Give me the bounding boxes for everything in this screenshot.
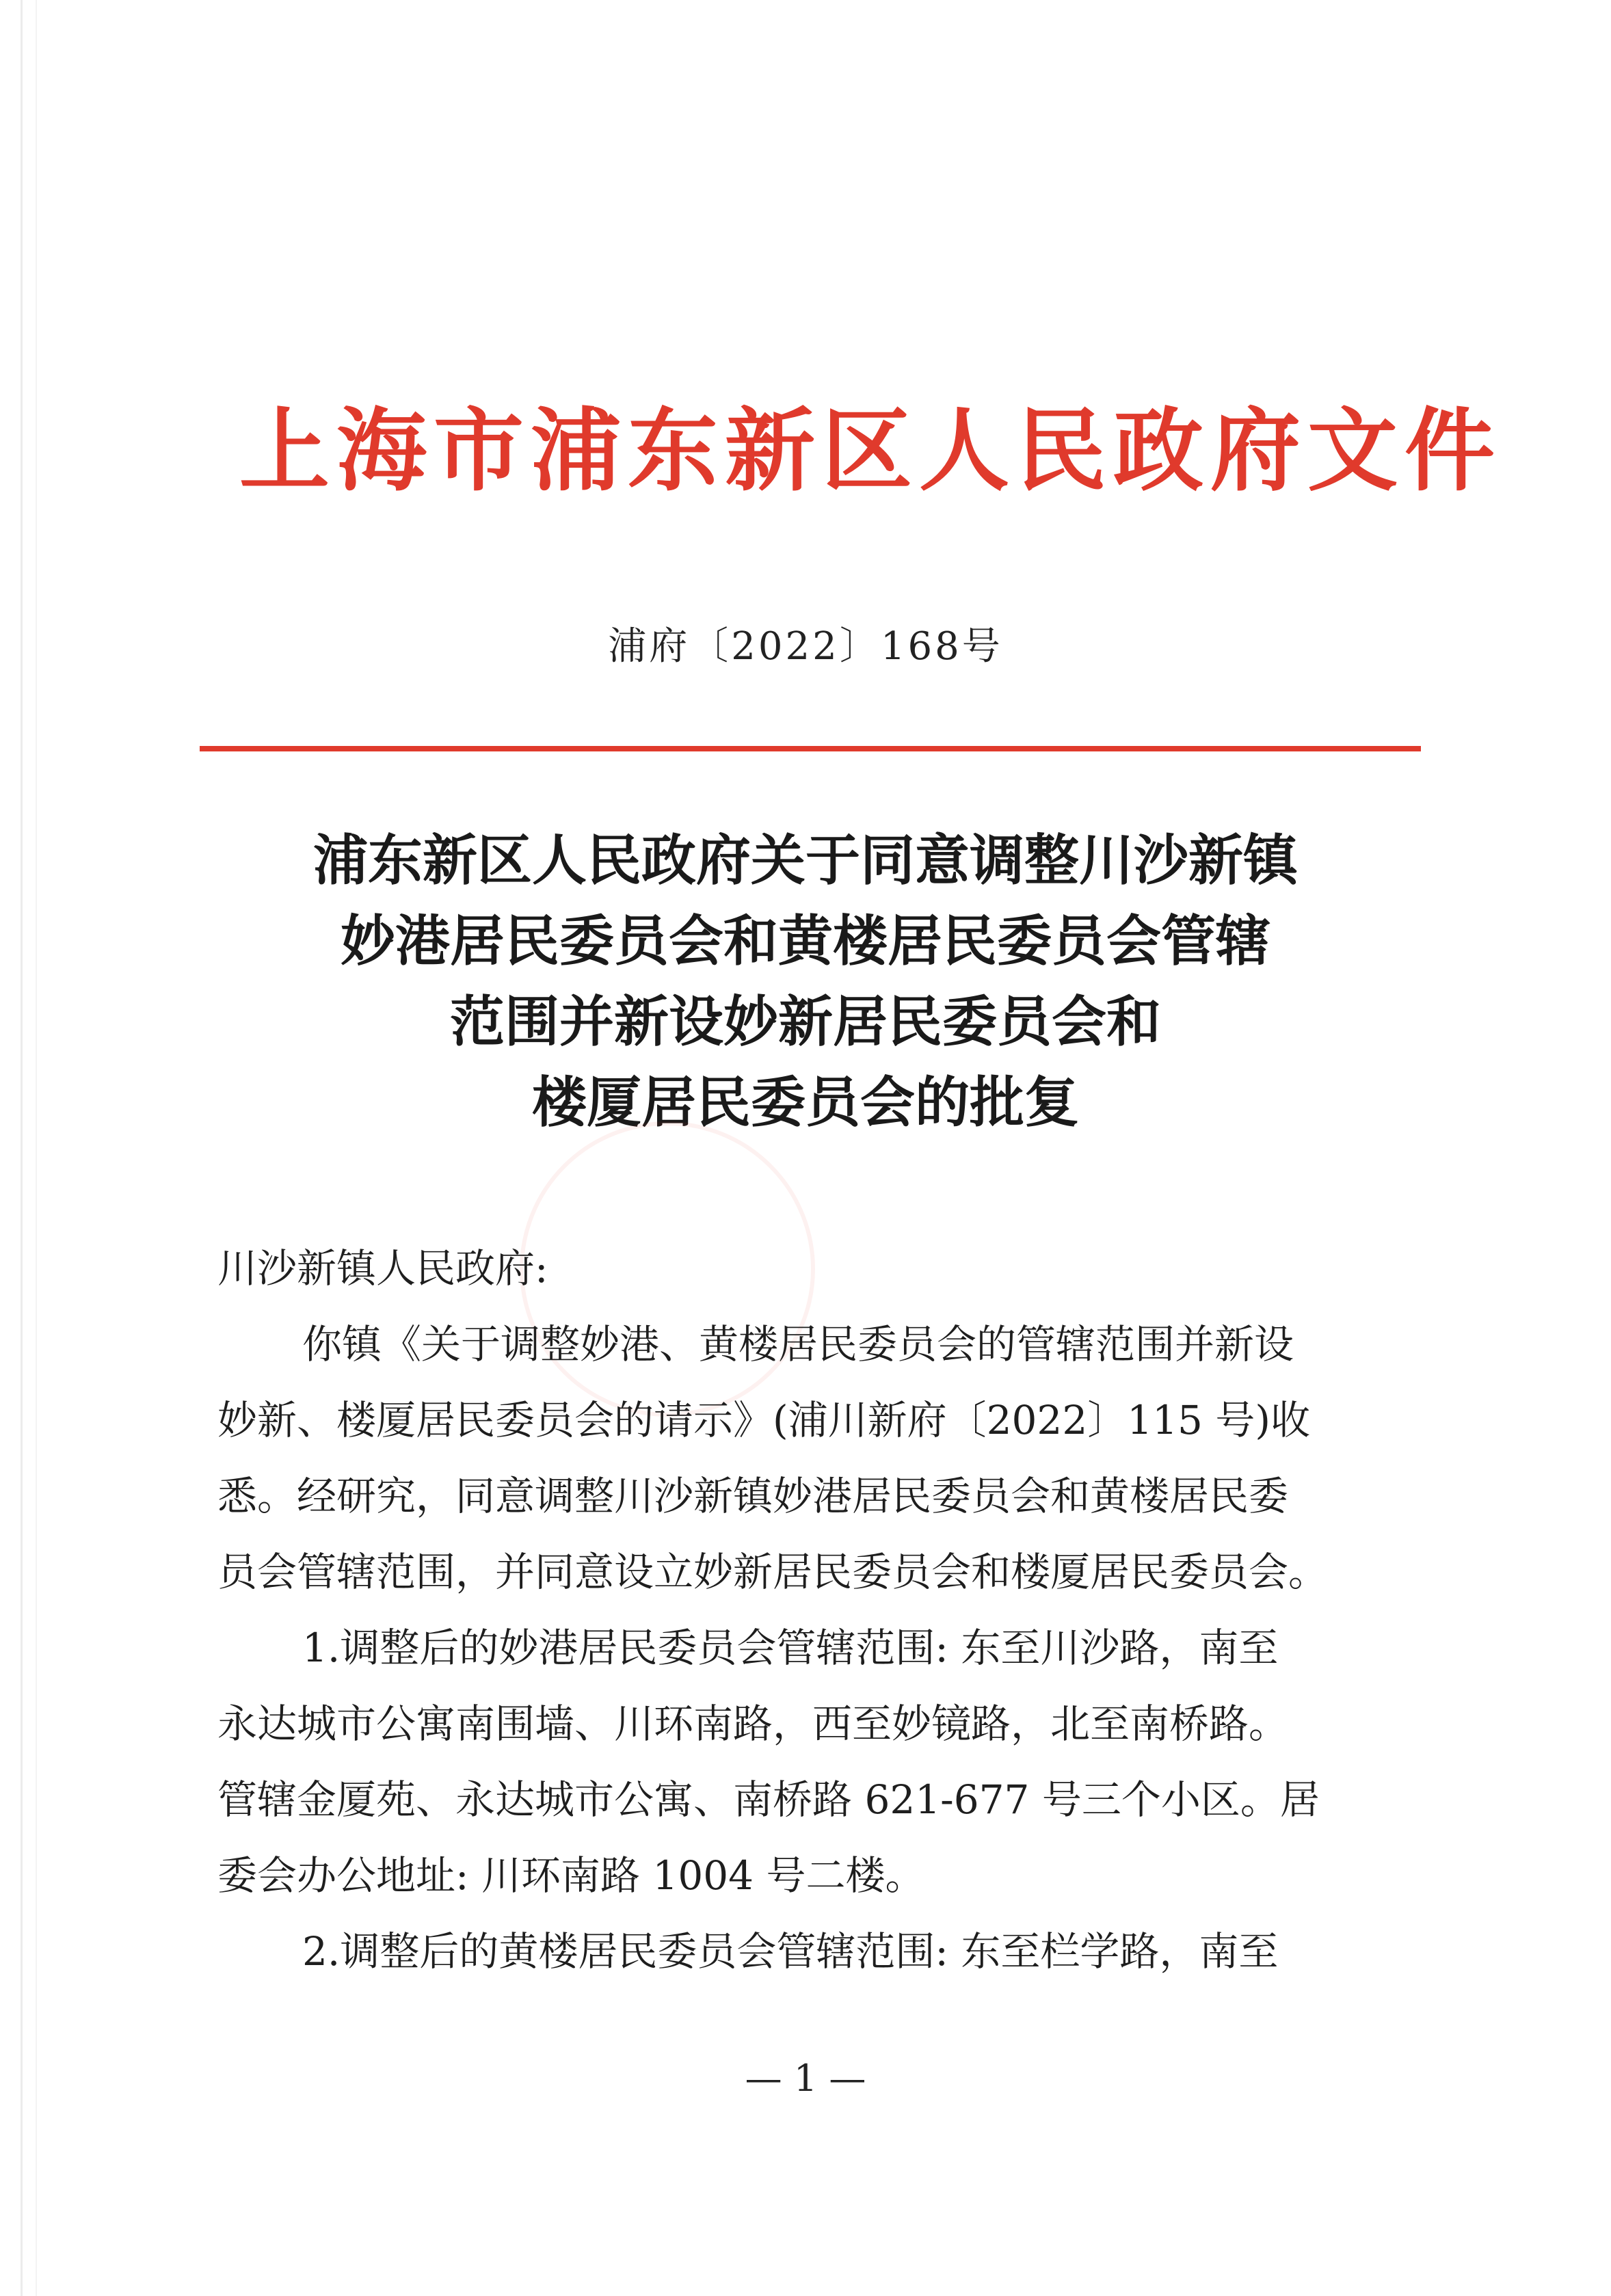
document-header-title: 上海市浦东新区人民政府文件 <box>239 398 1502 504</box>
document-number: 浦府〔2022〕168号 <box>608 624 1003 669</box>
body-line: 妙新、楼厦居民委员会的请示》(浦川新府〔2022〕115 号)收 <box>217 1397 1311 1443</box>
body-line: 1.调整后的妙港居民委员会管辖范围: 东至川沙路，南至 <box>302 1625 1279 1671</box>
body-line: 2.调整后的黄楼居民委员会管辖范围: 东至栏学路，南至 <box>302 1928 1279 1975</box>
title-line: 范围并新设妙新居民委员会和 <box>450 990 1161 1054</box>
salutation: 川沙新镇人民政府: <box>217 1245 548 1292</box>
scan-edge-shadow <box>21 0 23 2296</box>
title-line: 妙港居民委员会和黄楼居民委员会管辖 <box>341 909 1270 973</box>
title-line: 浦东新区人民政府关于同意调整川沙新镇 <box>313 829 1298 892</box>
body-line: 委会办公地址: 川环南路 1004 号二楼。 <box>217 1852 925 1899</box>
body-line: 员会管辖范围，并同意设立妙新居民委员会和楼厦居民委员会。 <box>217 1549 1329 1595</box>
page-number: — 1 — <box>745 2057 866 2100</box>
body-line: 管辖金厦苑、永达城市公寓、南桥路 621-677 号三个小区。居 <box>217 1776 1320 1823</box>
body-line: 永达城市公寓南围墙、川环南路，西至妙镜路，北至南桥路。 <box>217 1700 1289 1747</box>
red-divider-rule <box>200 746 1421 751</box>
body-line: 你镇《关于调整妙港、黄楼居民委员会的管辖范围并新设 <box>302 1321 1294 1367</box>
document-title <box>0 820 1611 1143</box>
scan-edge-shadow-inner <box>36 0 37 2296</box>
title-line: 楼厦居民委员会的批复 <box>532 1071 1079 1134</box>
document-body <box>217 1231 1414 1990</box>
body-line: 悉。经研究，同意调整川沙新镇妙港居民委员会和黄楼居民委 <box>217 1473 1289 1519</box>
